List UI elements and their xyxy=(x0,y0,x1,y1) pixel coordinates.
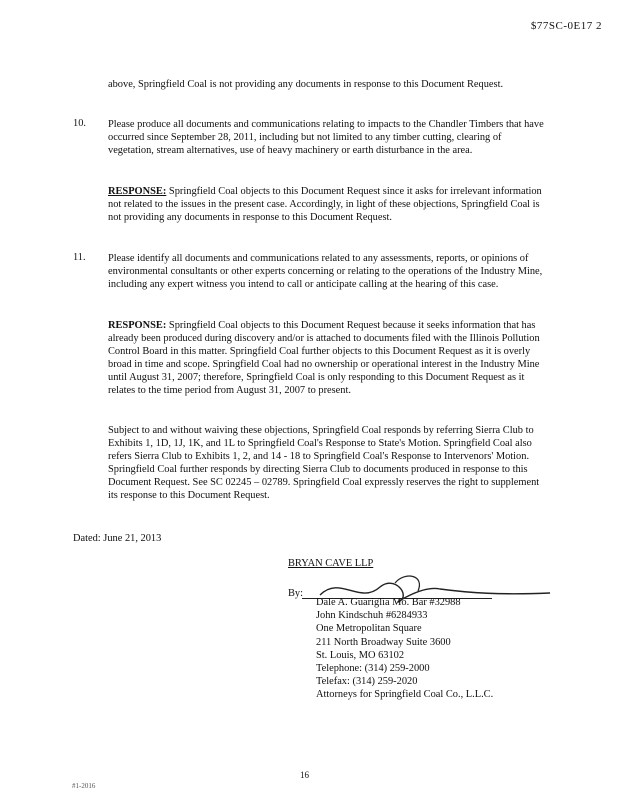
page-number: 16 xyxy=(300,770,309,780)
address-line: 211 North Broadway Suite 3600 xyxy=(316,636,451,648)
response-10 xyxy=(108,185,546,224)
signer-line: John Kindschuh #6284933 xyxy=(316,610,428,622)
signature-block xyxy=(316,596,493,702)
bates-stamp: $77SC-0E17 2 xyxy=(530,20,602,32)
response-10-label: RESPONSE: xyxy=(108,186,167,197)
signer-line: Dale A. Guariglia Mo. Bar #32988 xyxy=(316,597,461,608)
attorneys-line: Attorneys for Springfield Coal Co., L.L.C. xyxy=(316,689,494,701)
footer-code: #1-2016 xyxy=(72,782,96,790)
request-11-text: Please identify all documents and communications related to any assessments, reports, or opinions of environmental consultants or other experts concerning or relating to the operations of the Industry Mine, including any expert witness you intend to call or anticipate calling at the hearing of this case. xyxy=(108,253,543,290)
response-11-text: Springfield Coal objects to this Document Request because it seeks information that has already been produced during discovery and/or is attached to documents filed with the Illinois Pollution Control Board in this matter. Springfield Coal further objects to this Document Request as it is overly broad in time and scope. Springfield Coal had no ownership or operational interest in the Industry Mine until August 31, 2007; therefore, Springfield Coal is only responding to this Document Request as it relates to the time period from August 31, 2007 to present. xyxy=(108,320,540,396)
response-11 xyxy=(108,319,546,397)
item-number-11: 11. xyxy=(73,252,86,263)
telephone-line: Telephone: (314) 259-2000 xyxy=(316,663,430,675)
address-line: St. Louis, MO 63102 xyxy=(316,649,405,661)
item-number-10: 10. xyxy=(73,118,86,129)
response-10-text: Springfield Coal objects to this Document Request since it asks for irrelevant information not related to the issues in the present case. Accordingly, in light of these objections, Springfield Coal is not providing any documents in response to this Document Request. xyxy=(108,186,542,223)
response-11-label: RESPONSE: xyxy=(108,320,167,331)
by-label: By: xyxy=(288,588,304,599)
dated-line: Dated: June 21, 2013 xyxy=(73,533,162,544)
intro-paragraph: above, Springfield Coal is not providing any documents in response to this Document Request. xyxy=(108,79,504,90)
telefax-line: Telefax: (314) 259-2020 xyxy=(316,676,418,688)
law-firm-name: BRYAN CAVE LLP xyxy=(288,558,374,569)
request-10-text: Please produce all documents and communications relating to impacts to the Chandler Timbers that have occurred since September 28, 2011, including but not limited to any timber cutting, clearing of vegetation, stream alternatives, use of heavy machinery or earth disturbance in the area. xyxy=(108,119,544,156)
address-line: One Metropolitan Square xyxy=(316,623,422,635)
response-11-followup: Subject to and without waiving these objections, Springfield Coal responds by referring Sierra Club to Exhibits 1, 1D, 1J, 1K, and 1L to Springfield Coal's Response to State's Motion. Springfield Coal also refers Sierra Club to Exhibits 1, 2, and 14 - 18 to Springfield Coal's Response to Intervenors' Motion. Springfield Coal further responds by directing Sierra Club to documents produced in response to this Document Request. See SC 02245 – 02789. Springfield Coal expressly reserves the right to supplement its response to this Document Request. xyxy=(108,425,540,501)
